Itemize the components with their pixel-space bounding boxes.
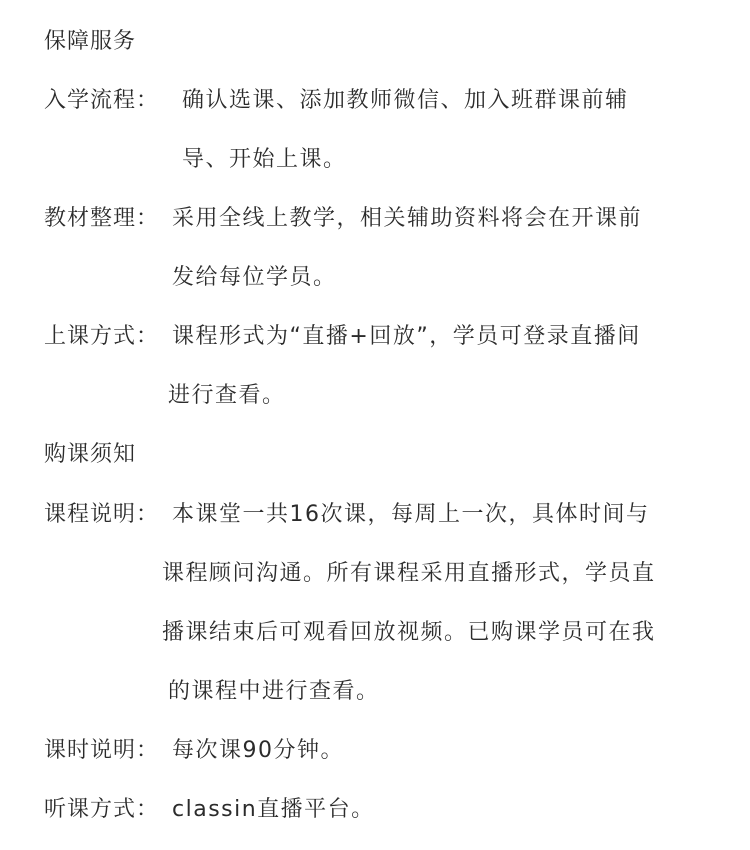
info-text-line: 播课结束后可观看回放视频。已购课学员可在我 [162,620,656,645]
info-text-line: 导、开始上课。 [182,147,347,172]
info-text-line: 采用全线上教学，相关辅助资料将会在开课前 [172,206,643,231]
info-text-line: 发给每位学员。 [172,265,337,290]
info-text-line: 课程顾问沟通。所有课程采用直播形式，学员直 [162,561,656,586]
info-label: 听课方式： [44,797,160,822]
info-label: 入学流程： [44,88,160,113]
info-text-line: 课程形式为“直播+回放”，学员可登录直播间 [172,324,641,349]
info-text-line: 进行查看。 [168,383,286,408]
info-label: 教材整理： [44,206,160,231]
info-text-line: 确认选课、添加教师微信、加入班群课前辅 [182,88,629,113]
info-text-line: 本课堂一共16次课，每周上一次，具体时间与 [172,502,650,527]
info-text-line: classin直播平台。 [172,797,375,822]
section-title-guarantee: 保障服务 [44,29,137,54]
info-label: 课时说明： [44,738,160,763]
info-text-line: 的课程中进行查看。 [168,679,380,704]
section-title-purchase-notes: 购课须知 [44,442,137,467]
info-text-line: 每次课90分钟。 [172,738,344,763]
info-label: 上课方式： [44,324,160,349]
info-label: 课程说明： [44,502,160,527]
